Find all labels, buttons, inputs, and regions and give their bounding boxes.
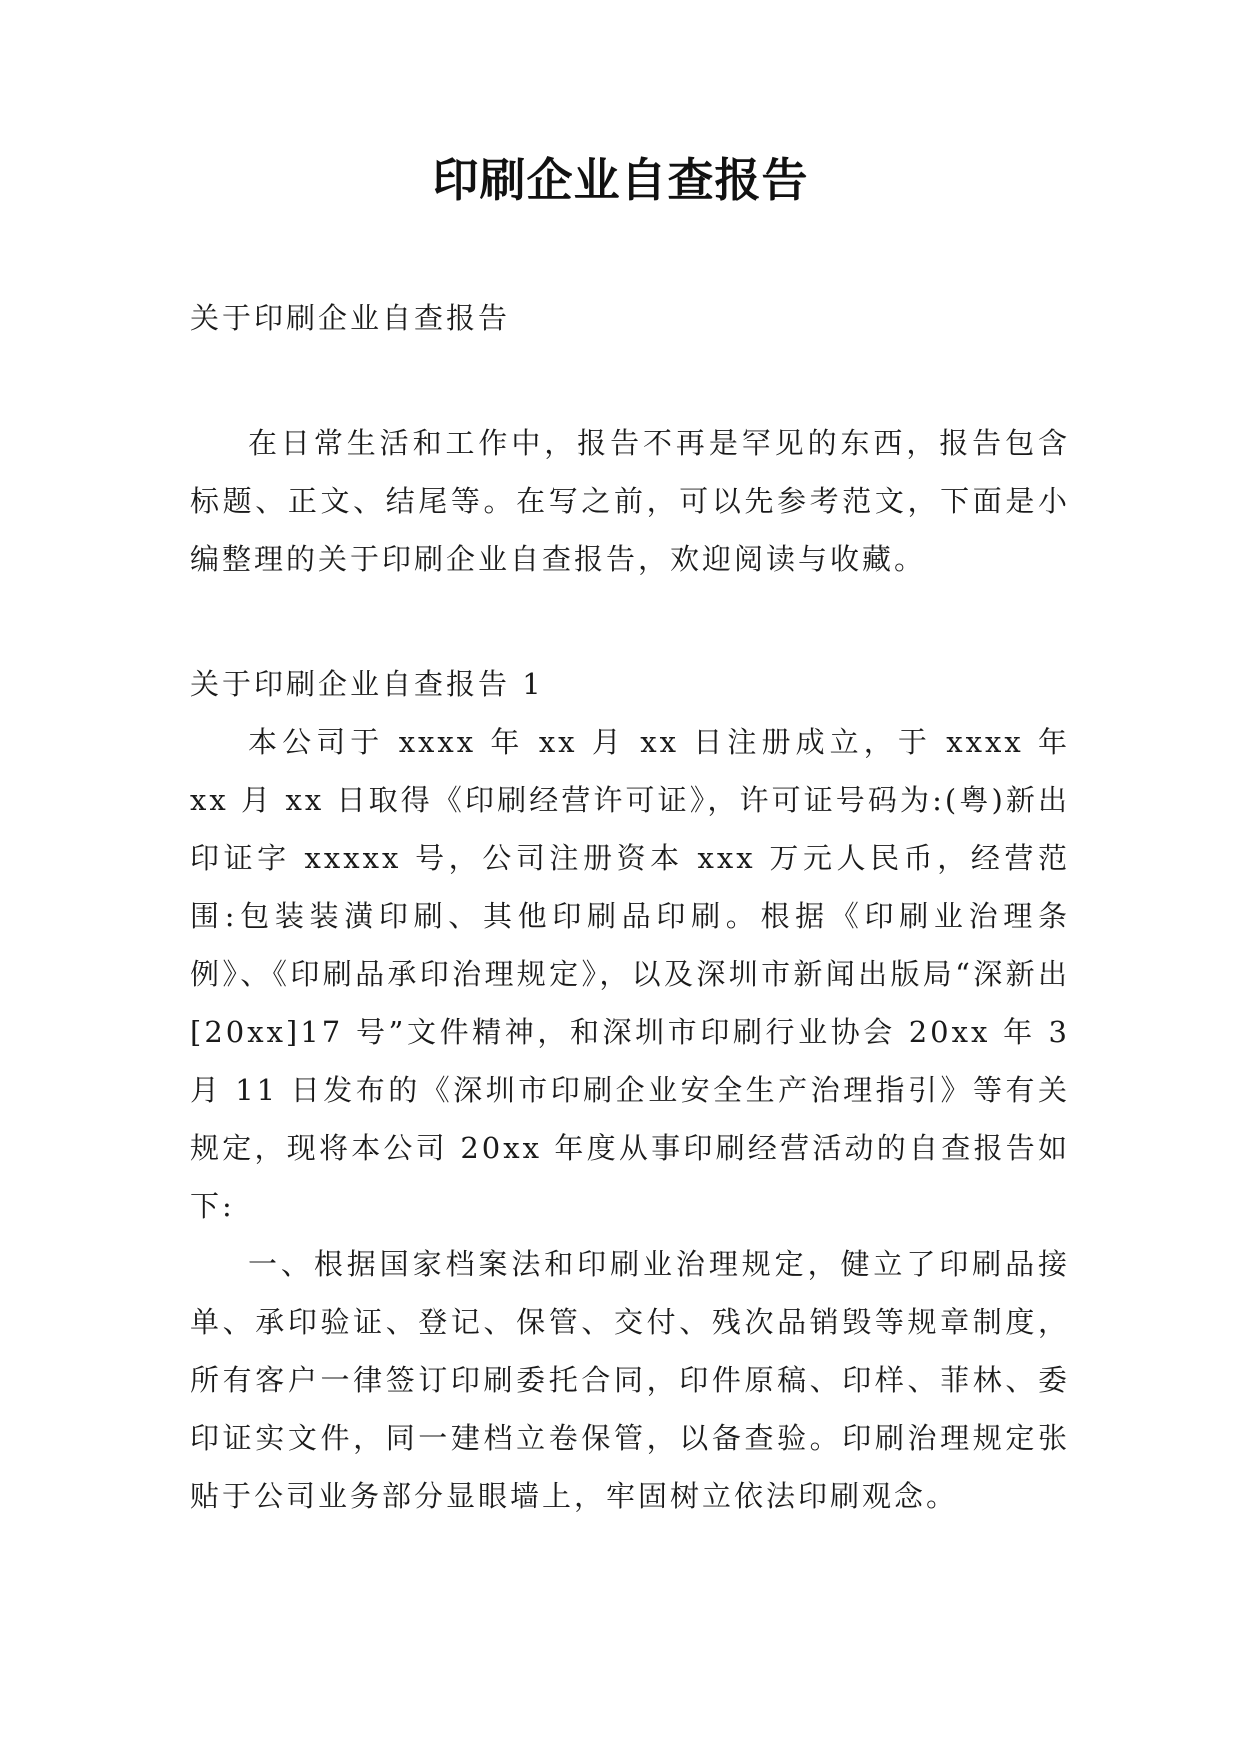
intro-paragraph: 在日常生活和工作中，报告不再是罕见的东西，报告包含标题、正文、结尾等。在写之前，可以先参考范文，下面是小编整理的关于印刷企业自查报告，欢迎阅读与收藏。 [190,426,1070,576]
document-title: 印刷企业自查报告 [432,153,809,207]
body-paragraph: 一、根据国家档案法和印刷业治理规定，健立了印刷品接单、承印验证、登记、保管、交付、残次品销毁等规章制度，所有客户一律签订印刷委托合同，印件原稿、印样、菲林、委印证实文件，同一建档立卷保管，以备查验。印刷治理规定张贴于公司业务部分显眼墙上，牢固树立依法印刷观念。 [190,1247,1070,1513]
document-body [190,289,1070,1525]
body-paragraph: 本公司于 xxxx 年 xx 月 xx 日注册成立，于 xxxx 年 xx 月 xx 日取得《印刷经营许可证》，许可证号码为:(粤)新出印证字 xxxxx 号，公司注册资本 xxx 万元人民币，经营范围:包装装潢印刷、其他印刷品印刷。根据《印刷业治理条例》、《印刷品承印治理规定》，以及深圳市新闻出版局“深新出[20xx]17 号”文件精神，和深圳市印刷行业协会 20xx 年 3 月 11 日发布的《深圳市印刷企业安全生产治理指引》等有关规定，现将本公司 20xx 年度从事印刷经营活动的自查报告如下: [190,725,1070,1223]
section-heading: 关于印刷企业自查报告 1 [190,667,544,701]
document-subtitle: 关于印刷企业自查报告 [190,301,511,335]
